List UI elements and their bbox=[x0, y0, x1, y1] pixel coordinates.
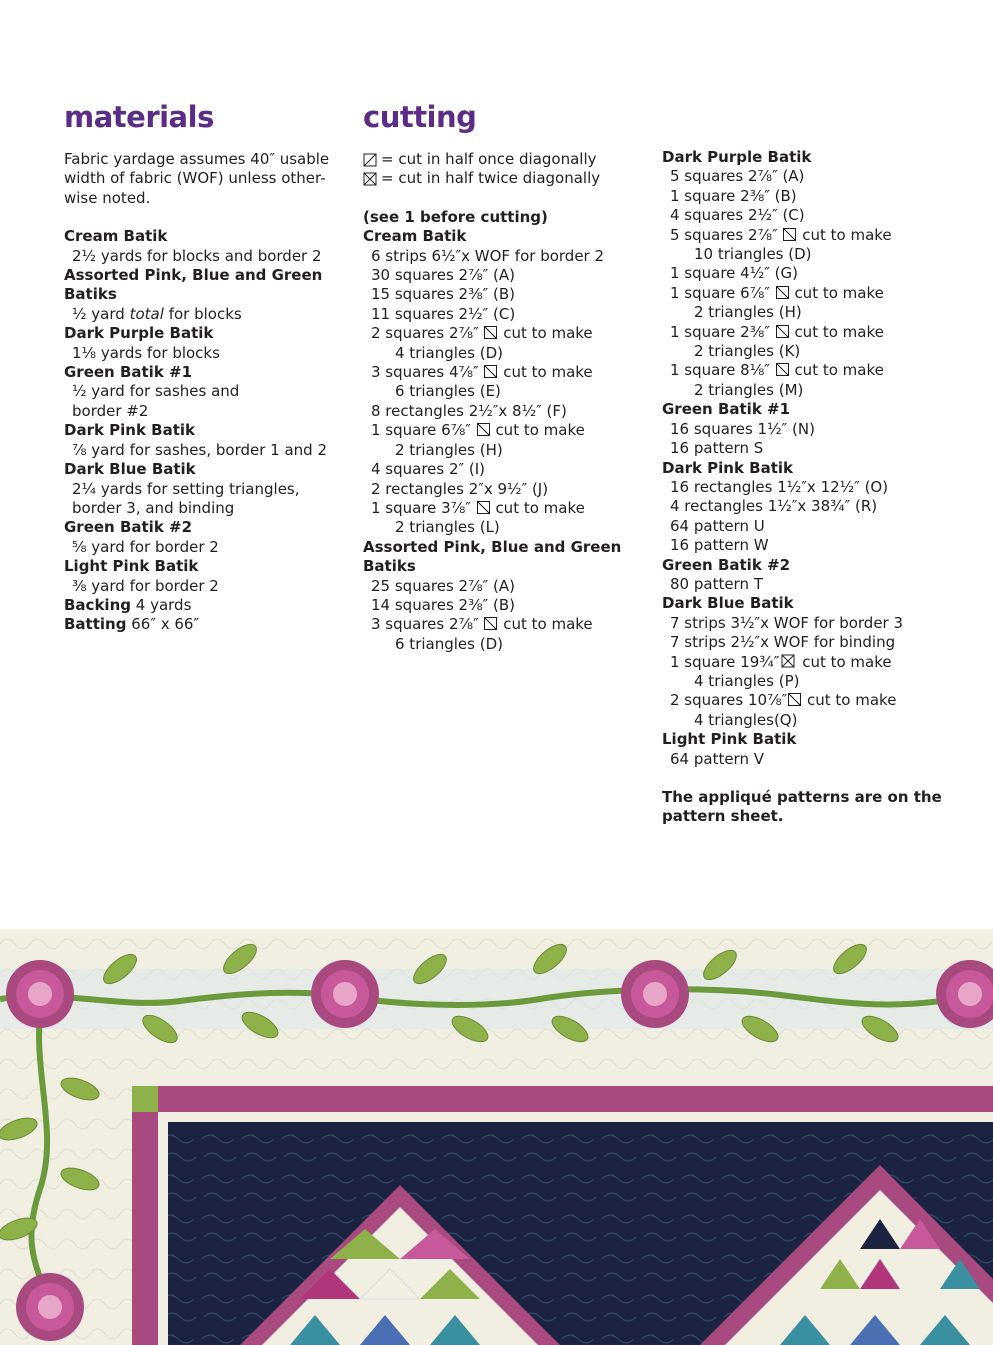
cutting-dp-4-text: 5 squares 2⅞″ bbox=[670, 225, 778, 244]
applique-note: The appliqué patterns are on the pattern sheet. bbox=[662, 788, 942, 826]
cutting-cream-5-text: 2 squares 2⅞″ bbox=[371, 324, 479, 343]
cutting-key-twice-text: = cut in half twice diagonally bbox=[381, 169, 601, 188]
cutting-assorted-2: 14 squares 2⅜″ (B) bbox=[371, 595, 515, 614]
materials-light-pink-amount: ⅜ yard for border 2 bbox=[72, 576, 219, 595]
half-diagonal-icon bbox=[484, 326, 497, 339]
cutting-dp-6-cut: cut to make bbox=[794, 283, 884, 302]
cutting-db-3-text: 1 square 19¾″ bbox=[670, 652, 780, 671]
cutting-dpk-1: 16 rectangles 1½″x 12½″ (O) bbox=[670, 477, 889, 496]
cutting-dpk-3: 64 pattern U bbox=[670, 516, 765, 535]
cutting-cream-5-cut: cut to make bbox=[503, 324, 593, 343]
cutting-dp-8 bbox=[662, 361, 952, 380]
cutting-dark-pink-heading: Dark Pink Batik bbox=[662, 458, 794, 477]
materials-title: materials bbox=[64, 100, 214, 134]
materials-assorted-heading: Assorted Pink, Blue and Green Batiks bbox=[64, 266, 323, 304]
materials-assorted-amount bbox=[64, 305, 334, 324]
cutting-dp-4-result: 10 triangles (D) bbox=[694, 245, 812, 264]
cutting-g2-1: 80 pattern T bbox=[670, 574, 763, 593]
cutting-db-4-result: 4 triangles(Q) bbox=[694, 710, 798, 729]
cutting-cream-6 bbox=[363, 363, 633, 382]
cutting-dp-4 bbox=[662, 226, 952, 245]
cutting-cream-4: 11 squares 2½″ (C) bbox=[371, 304, 516, 323]
cutting-green2-heading: Green Batik #2 bbox=[662, 555, 791, 574]
materials-dark-pink-heading: Dark Pink Batik bbox=[64, 421, 196, 440]
cutting-dp-8-text: 1 square 8⅛″ bbox=[670, 361, 770, 380]
cutting-cream-5-result: 4 triangles (D) bbox=[395, 343, 503, 362]
materials-green1-amount: ½ yard for sashes and bbox=[72, 382, 240, 401]
materials-green2-heading: Green Batik #2 bbox=[64, 518, 193, 537]
cutting-assorted-3-cut: cut to make bbox=[503, 615, 593, 634]
cutting-cream-11-result: 2 triangles (L) bbox=[395, 518, 500, 537]
cutting-cream-6-text: 3 squares 4⅞″ bbox=[371, 363, 479, 382]
cutting-cream-9: 4 squares 2″ (I) bbox=[371, 460, 486, 479]
cutting-assorted-3 bbox=[363, 615, 633, 634]
cutting-cream-8-cut: cut to make bbox=[495, 421, 585, 440]
cutting-lp-1: 64 pattern V bbox=[670, 749, 764, 768]
cutting-see-note: (see 1 before cutting) bbox=[363, 207, 548, 226]
cutting-cream-11-text: 1 square 3⅞″ bbox=[371, 498, 471, 517]
cutting-cream-8-text: 1 square 6⅞″ bbox=[371, 421, 471, 440]
cutting-assorted-3-result: 6 triangles (D) bbox=[395, 634, 503, 653]
cutting-assorted-heading: Assorted Pink, Blue and Green Batiks bbox=[363, 537, 622, 576]
half-diagonal-icon bbox=[776, 325, 789, 338]
materials-batting bbox=[64, 615, 334, 634]
cutting-cream-6-cut: cut to make bbox=[503, 363, 593, 382]
half-diagonal-icon bbox=[484, 365, 497, 378]
half-diagonal-icon bbox=[477, 501, 490, 514]
cutting-g1-1: 16 squares 1½″ (N) bbox=[670, 419, 815, 438]
half-diagonal-icon bbox=[363, 153, 377, 167]
materials-column bbox=[64, 100, 334, 635]
cutting-db-4 bbox=[662, 691, 952, 710]
cutting-dp-8-cut: cut to make bbox=[794, 361, 884, 380]
cutting-key-twice bbox=[363, 169, 633, 188]
materials-batting-amount: 66″ x 66″ bbox=[131, 615, 200, 634]
cutting-dp-6-result: 2 triangles (H) bbox=[694, 303, 802, 322]
cutting-cream-heading: Cream Batik bbox=[363, 227, 467, 246]
materials-dark-purple-heading: Dark Purple Batik bbox=[64, 324, 214, 343]
materials-dark-blue-heading: Dark Blue Batik bbox=[64, 460, 196, 479]
cutting-dark-blue-heading: Dark Blue Batik bbox=[662, 594, 794, 613]
assorted-amount-text: ½ yard bbox=[72, 304, 125, 323]
cutting-assorted-3-text: 3 squares 2⅞″ bbox=[371, 615, 479, 634]
cutting-dp-8-result: 2 triangles (M) bbox=[694, 380, 804, 399]
cutting-dpk-2: 4 rectangles 1½″x 38¾″ (R) bbox=[670, 497, 878, 516]
half-diagonal-icon bbox=[477, 423, 490, 436]
cutting-dp-6 bbox=[662, 284, 952, 303]
cutting-db-1: 7 strips 3½″x WOF for border 3 bbox=[670, 613, 904, 632]
cutting-dp-1: 5 squares 2⅞″ (A) bbox=[670, 167, 805, 186]
cutting-g1-2: 16 pattern S bbox=[670, 439, 764, 458]
cutting-cream-10: 2 rectangles 2″x 9½″ (J) bbox=[371, 479, 549, 498]
half-diagonal-icon bbox=[776, 286, 789, 299]
cutting-dark-purple-heading: Dark Purple Batik bbox=[662, 148, 812, 166]
cutting-dp-2: 1 square 2⅜″ (B) bbox=[670, 186, 797, 205]
materials-batting-heading: Batting bbox=[64, 615, 127, 634]
cutting-light-pink-heading: Light Pink Batik bbox=[662, 730, 797, 749]
half-diagonal-icon bbox=[776, 363, 789, 376]
cutting-key-once bbox=[363, 150, 633, 169]
materials-cream-heading: Cream Batik bbox=[64, 227, 168, 246]
half-diagonal-icon bbox=[484, 617, 497, 630]
materials-cream-amount: 2½ yards for blocks and border 2 bbox=[72, 246, 322, 265]
cutting-db-3-cut: cut to make bbox=[802, 652, 892, 671]
cutting-column-continued bbox=[662, 148, 952, 827]
materials-dark-blue-amount: 2¼ yards for setting triangles, bbox=[72, 479, 300, 498]
half-diagonal-icon bbox=[783, 228, 796, 241]
cutting-db-3 bbox=[662, 653, 952, 672]
materials-green2-amount: ⅝ yard for border 2 bbox=[72, 537, 219, 556]
quarter-diagonal-icon bbox=[781, 654, 795, 668]
cutting-cream-1: 6 strips 6½″x WOF for border 2 bbox=[371, 246, 605, 265]
materials-backing-heading: Backing bbox=[64, 595, 131, 614]
materials-light-pink-heading: Light Pink Batik bbox=[64, 557, 199, 576]
quilt-photo bbox=[0, 929, 993, 1345]
quarter-diagonal-icon bbox=[363, 172, 377, 186]
cutting-dp-5: 1 square 4½″ (G) bbox=[670, 264, 798, 283]
cutting-db-3-result: 4 triangles (P) bbox=[694, 671, 800, 690]
cutting-cream-6-result: 6 triangles (E) bbox=[395, 382, 501, 401]
quilt-corner-green bbox=[132, 1086, 158, 1112]
cutting-db-4-cut: cut to make bbox=[807, 691, 897, 710]
materials-green1-heading: Green Batik #1 bbox=[64, 363, 193, 382]
materials-backing bbox=[64, 596, 334, 615]
materials-dark-purple-amount: 1⅛ yards for blocks bbox=[72, 343, 220, 362]
cutting-cream-5 bbox=[363, 324, 633, 343]
cutting-cream-3: 15 squares 2⅜″ (B) bbox=[371, 285, 515, 304]
materials-green1-amount-cont: border #2 bbox=[72, 401, 149, 420]
assorted-amount-italic: total bbox=[129, 304, 164, 323]
materials-backing-amount: 4 yards bbox=[135, 595, 192, 614]
cutting-dp-4-cut: cut to make bbox=[802, 225, 892, 244]
cutting-cream-8 bbox=[363, 421, 633, 440]
materials-intro: Fabric yardage assumes 40″ usable width of fabric (WOF) unless other-wise noted. bbox=[64, 150, 330, 207]
cutting-dpk-4: 16 pattern W bbox=[670, 536, 769, 555]
cutting-dp-7-result: 2 triangles (K) bbox=[694, 342, 801, 361]
cutting-cream-7: 8 rectangles 2½″x 8½″ (F) bbox=[371, 401, 567, 420]
cutting-assorted-1: 25 squares 2⅞″ (A) bbox=[371, 576, 515, 595]
cutting-cream-11-cut: cut to make bbox=[495, 498, 585, 517]
assorted-amount-text-end: for blocks bbox=[168, 304, 242, 323]
cutting-column bbox=[363, 100, 633, 654]
cutting-cream-11 bbox=[363, 499, 633, 518]
materials-dark-blue-amount-cont: border 3, and binding bbox=[72, 498, 235, 517]
cutting-db-4-text: 2 squares 10⅞″ bbox=[670, 691, 788, 710]
cutting-green1-heading: Green Batik #1 bbox=[662, 400, 791, 419]
cutting-key-once-text: = cut in half once diagonally bbox=[381, 150, 597, 168]
cutting-dp-7-text: 1 square 2⅜″ bbox=[670, 322, 770, 341]
cutting-dp-7 bbox=[662, 323, 952, 342]
half-diagonal-icon bbox=[788, 693, 801, 706]
materials-dark-pink-amount: ⅞ yard for sashes, border 1 and 2 bbox=[72, 440, 327, 459]
cutting-title: cutting bbox=[363, 100, 477, 134]
cutting-dp-3: 4 squares 2½″ (C) bbox=[670, 206, 805, 225]
cutting-cream-8-result: 2 triangles (H) bbox=[395, 440, 503, 459]
cutting-cream-2: 30 squares 2⅞″ (A) bbox=[371, 266, 515, 285]
cutting-dp-6-text: 1 square 6⅞″ bbox=[670, 283, 770, 302]
cutting-dp-7-cut: cut to make bbox=[794, 322, 884, 341]
cutting-db-2: 7 strips 2½″x WOF for binding bbox=[670, 633, 896, 652]
